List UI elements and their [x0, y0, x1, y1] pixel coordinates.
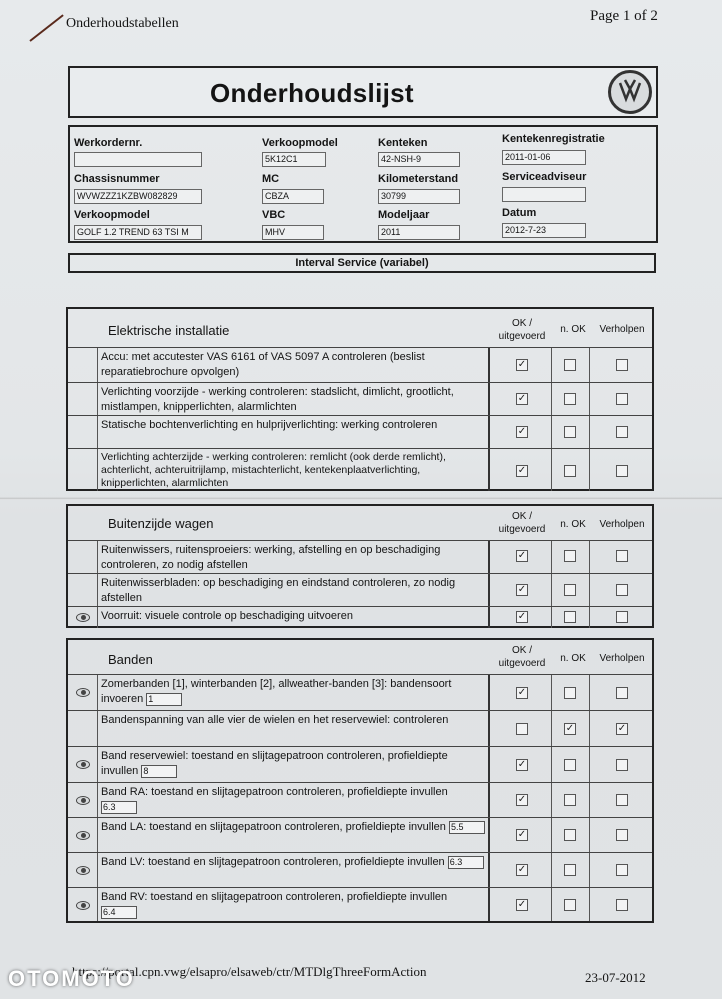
visual-inspection-eye-icon [76, 613, 90, 622]
nok-cell [552, 783, 590, 817]
row-text [98, 783, 490, 817]
fix-checkbox[interactable] [616, 465, 628, 477]
visual-inspection-eye-icon [76, 796, 90, 805]
fix-cell [590, 853, 654, 887]
nok-cell [552, 818, 590, 852]
checklist-row [68, 782, 652, 817]
ok-cell [492, 711, 552, 746]
visual-inspection-eye-icon [76, 831, 90, 840]
section-title: Elektrische installatie [108, 323, 230, 338]
checklist-row [68, 347, 652, 382]
row-text [98, 888, 490, 921]
row-text [98, 818, 490, 852]
nok-checkbox[interactable] [564, 899, 576, 911]
chassisnummer-label: Chassisnummer [74, 173, 160, 185]
visual-inspection-eye-icon [76, 688, 90, 697]
ok-checkbox[interactable] [516, 723, 528, 735]
row-text-label: Band RV: toestand en slijtagepatroon controleren, profieldiepte invullen [101, 891, 448, 903]
nok-checkbox[interactable]: ✓ [565, 723, 575, 734]
col-fix-header: Verholpen [599, 324, 645, 335]
col-nok-header: n. OK [560, 653, 586, 664]
nok-cell [552, 675, 590, 710]
nok-cell [552, 853, 590, 887]
serviceadviseur-label: Serviceadviseur [502, 171, 587, 183]
paper-fold [0, 497, 722, 500]
document-header-title: Onderhoudstabellen [66, 16, 179, 31]
nok-cell [552, 541, 590, 573]
row-text-label: Band RA: toestand en slijtagepatroon controleren, profieldiepte invullen [101, 786, 448, 798]
fix-checkbox[interactable] [616, 759, 628, 771]
ok-cell [492, 888, 552, 921]
kentekenregistratie-label: Kentekenregistratie [502, 133, 605, 145]
verkoopmodel2-field[interactable]: GOLF 1.2 TREND 63 TSI M [74, 225, 202, 240]
ok-cell [492, 416, 552, 448]
ok-cell [492, 541, 552, 573]
ok-cell [492, 607, 552, 628]
ok-checkbox[interactable]: ✓ [517, 759, 527, 770]
section-title: Banden [108, 652, 153, 667]
profieldiepte-input[interactable]: 8 [141, 765, 177, 778]
checklist-row [68, 415, 652, 448]
ok-checkbox[interactable]: ✓ [517, 426, 527, 437]
footer-url: https://portal.cpn.vwg/elsapro/elsaweb/ctr/MTDlgThreeFormAction [72, 964, 427, 979]
ok-cell [492, 818, 552, 852]
row-icon-cell [68, 818, 98, 852]
ok-cell [492, 783, 552, 817]
row-icon-cell [68, 675, 98, 710]
row-icon-cell [68, 607, 98, 628]
ok-checkbox[interactable]: ✓ [517, 864, 527, 875]
nok-checkbox[interactable] [564, 584, 576, 596]
row-text: Ruitenwisserbladen: op beschadiging en eindstand controleren, zo nodig afstellen [98, 574, 490, 606]
fix-cell [590, 818, 654, 852]
section-header [68, 640, 652, 678]
nok-checkbox[interactable] [564, 687, 576, 699]
fix-cell [590, 783, 654, 817]
section-title: Buitenzijde wagen [108, 516, 214, 531]
ok-checkbox[interactable]: ✓ [517, 550, 527, 561]
row-text [98, 675, 490, 710]
fix-checkbox[interactable] [616, 687, 628, 699]
title-box [68, 66, 658, 118]
fix-checkbox[interactable] [616, 899, 628, 911]
verkoopmodel-field[interactable]: 5K12C1 [262, 152, 326, 167]
nok-cell [552, 416, 590, 448]
page-title: Onderhoudslijst [210, 78, 414, 108]
section-banden [66, 638, 654, 923]
mc-label: MC [262, 173, 280, 185]
ok-cell [492, 853, 552, 887]
fix-cell [590, 383, 654, 415]
nok-checkbox[interactable] [564, 864, 576, 876]
fix-checkbox[interactable] [616, 829, 628, 841]
nok-checkbox[interactable] [564, 359, 576, 371]
section-buitenzijde-wagen [66, 504, 654, 628]
checklist-row [68, 710, 652, 746]
vw-logo-icon [608, 70, 652, 114]
ok-checkbox[interactable]: ✓ [517, 829, 527, 840]
col-ok-label2: uitgevoerd [498, 658, 546, 669]
profieldiepte-input[interactable]: 6.3 [101, 801, 137, 814]
fix-cell [590, 416, 654, 448]
row-icon-cell [68, 574, 98, 606]
row-text [98, 853, 490, 887]
col-ok-header [492, 644, 552, 670]
col-ok-label: OK / [511, 318, 532, 329]
ok-cell [492, 449, 552, 491]
row-text: Verlichting achterzijde - werking controleren: remlicht (ook derde remlicht), achterlicht, achteruitrijlamp, mistachterlicht, kentekenplaatverlichting, knipperlichten, alarmlichten [98, 449, 490, 491]
ok-checkbox[interactable]: ✓ [517, 611, 527, 622]
checklist-row [68, 746, 652, 782]
row-icon-cell [68, 383, 98, 415]
kentekenregistratie-field[interactable]: 2011-01-06 [502, 150, 586, 165]
profieldiepte-input[interactable]: 5.5 [449, 821, 485, 834]
row-text: Bandenspanning van alle vier de wielen en het reservewiel: controleren [98, 711, 490, 746]
ok-checkbox[interactable]: ✓ [517, 794, 527, 805]
nok-cell [552, 348, 590, 382]
fix-cell [590, 607, 654, 628]
ok-checkbox[interactable]: ✓ [517, 393, 527, 404]
fix-cell [590, 888, 654, 921]
kenteken-field[interactable]: 42-NSH-9 [378, 152, 460, 167]
verkoopmodel-label: Verkoopmodel [262, 137, 338, 149]
col-nok-header: n. OK [560, 324, 586, 335]
fix-checkbox[interactable] [616, 359, 628, 371]
fix-cell [590, 747, 654, 782]
nok-cell [552, 574, 590, 606]
nok-checkbox[interactable] [564, 426, 576, 438]
checklist-row [68, 674, 652, 710]
checklist-row [68, 382, 652, 415]
vehicle-info-box [68, 125, 658, 243]
ok-checkbox[interactable]: ✓ [517, 899, 527, 910]
ok-checkbox[interactable]: ✓ [517, 359, 527, 370]
nok-checkbox[interactable] [564, 794, 576, 806]
checklist-row [68, 540, 652, 573]
kenteken-label: Kenteken [378, 137, 428, 149]
kilometerstand-label: Kilometerstand [378, 173, 459, 185]
profieldiepte-input[interactable]: 6.3 [448, 856, 484, 869]
row-text: Verlichting voorzijde - werking controleren: stadslicht, dimlicht, grootlicht, mistlampen, knipperlichten, alarmlichten [98, 383, 490, 415]
row-icon-cell [68, 783, 98, 817]
vbc-label: VBC [262, 209, 286, 221]
checklist-row [68, 852, 652, 887]
chassisnummer-field[interactable]: WVWZZZ1KZBW082829 [74, 189, 202, 204]
col-ok-header [492, 510, 552, 536]
fix-cell [590, 541, 654, 573]
col-ok-label2: uitgevoerd [498, 331, 546, 342]
row-icon-cell [68, 853, 98, 887]
row-icon-cell [68, 711, 98, 746]
section-header [68, 309, 652, 347]
col-ok-label: OK / [511, 645, 532, 656]
datum-field[interactable]: 2012-7-23 [502, 223, 586, 238]
profieldiepte-input[interactable]: 6.4 [101, 906, 137, 919]
ok-cell [492, 675, 552, 710]
fix-cell [590, 449, 654, 491]
interval-service-bar: Interval Service (variabel) [68, 253, 656, 273]
fix-checkbox[interactable] [616, 426, 628, 438]
modeljaar-field[interactable]: 2011 [378, 225, 460, 240]
col-nok-header: n. OK [560, 519, 586, 530]
checklist-row [68, 606, 652, 628]
row-icon-cell [68, 348, 98, 382]
row-text: Ruitenwissers, ruitensproeiers: werking, afstelling en op beschadiging controleren, zo nodig afstellen [98, 541, 490, 573]
nok-cell [552, 449, 590, 491]
row-text-label: Band reservewiel: toestand en slijtagepatroon controleren, profieldiepte invullen [101, 750, 448, 777]
fix-cell [590, 711, 654, 746]
bandensoort-input[interactable]: 1 [146, 693, 182, 706]
section-header [68, 506, 652, 544]
checklist-row [68, 448, 652, 491]
row-text-label: Band LA: toestand en slijtagepatroon controleren, profieldiepte invullen [101, 821, 446, 833]
fix-checkbox[interactable] [616, 550, 628, 562]
otomoto-watermark: OTOMOTO [8, 966, 135, 991]
fix-cell [590, 675, 654, 710]
fix-checkbox[interactable] [616, 584, 628, 596]
footer-date: 23-07-2012 [585, 970, 646, 985]
col-fix-header: Verholpen [599, 653, 645, 664]
mc-field[interactable]: CBZA [262, 189, 324, 204]
nok-checkbox[interactable] [564, 759, 576, 771]
row-icon-cell [68, 747, 98, 782]
ok-checkbox[interactable]: ✓ [517, 465, 527, 476]
visual-inspection-eye-icon [76, 866, 90, 875]
werkordernr-label: Werkordernr. [74, 137, 143, 149]
fix-checkbox[interactable] [616, 393, 628, 405]
col-ok-label: OK / [511, 511, 532, 522]
visual-inspection-eye-icon [76, 901, 90, 910]
modeljaar-label: Modeljaar [378, 209, 430, 221]
fix-cell [590, 574, 654, 606]
verkoopmodel2-label: Verkoopmodel [74, 209, 150, 221]
checklist-row [68, 887, 652, 921]
werkordernr-field[interactable] [74, 152, 202, 167]
nok-cell [552, 747, 590, 782]
row-text [98, 747, 490, 782]
row-icon-cell [68, 416, 98, 448]
ok-cell [492, 574, 552, 606]
checklist-row [68, 573, 652, 606]
col-ok-header [492, 317, 552, 343]
nok-checkbox[interactable] [564, 550, 576, 562]
nok-checkbox[interactable] [564, 393, 576, 405]
datum-label: Datum [502, 207, 537, 219]
ok-cell [492, 348, 552, 382]
fix-checkbox[interactable]: ✓ [617, 723, 627, 734]
row-text-label: Zomerbanden [1], winterbanden [2], allweather-banden [3]: bandensoort invoeren [101, 678, 452, 705]
serviceadviseur-field[interactable] [502, 187, 586, 202]
nok-cell [552, 711, 590, 746]
nok-cell [552, 383, 590, 415]
col-ok-label2: uitgevoerd [498, 524, 546, 535]
row-text: Voorruit: visuele controle op beschadiging uitvoeren [98, 607, 490, 628]
row-icon-cell [68, 449, 98, 491]
visual-inspection-eye-icon [76, 760, 90, 769]
row-icon-cell [68, 541, 98, 573]
row-text: Statische bochtenverlichting en hulprijverlichting: werking controleren [98, 416, 490, 448]
kilometerstand-field[interactable]: 30799 [378, 189, 460, 204]
row-text-label: Band LV: toestand en slijtagepatroon controleren, profieldiepte invullen [101, 856, 445, 868]
nok-cell [552, 888, 590, 921]
col-fix-header: Verholpen [599, 519, 645, 530]
row-icon-cell [68, 888, 98, 921]
fix-checkbox[interactable] [616, 794, 628, 806]
ok-cell [492, 747, 552, 782]
nok-checkbox[interactable] [564, 611, 576, 623]
checklist-row [68, 817, 652, 852]
section-elektrische-installatie [66, 307, 654, 491]
fix-checkbox[interactable] [616, 864, 628, 876]
ok-cell [492, 383, 552, 415]
page-indicator: Page 1 of 2 [590, 8, 658, 24]
ok-checkbox[interactable]: ✓ [517, 584, 527, 595]
ok-checkbox[interactable]: ✓ [517, 687, 527, 698]
nok-checkbox[interactable] [564, 829, 576, 841]
vbc-field[interactable]: MHV [262, 225, 324, 240]
fix-cell [590, 348, 654, 382]
row-text: Accu: met accutester VAS 6161 of VAS 5097 A controleren (beslist reparatiebrochure opvolgen) [98, 348, 490, 382]
nok-cell [552, 607, 590, 628]
nok-checkbox[interactable] [564, 465, 576, 477]
fix-checkbox[interactable] [616, 611, 628, 623]
